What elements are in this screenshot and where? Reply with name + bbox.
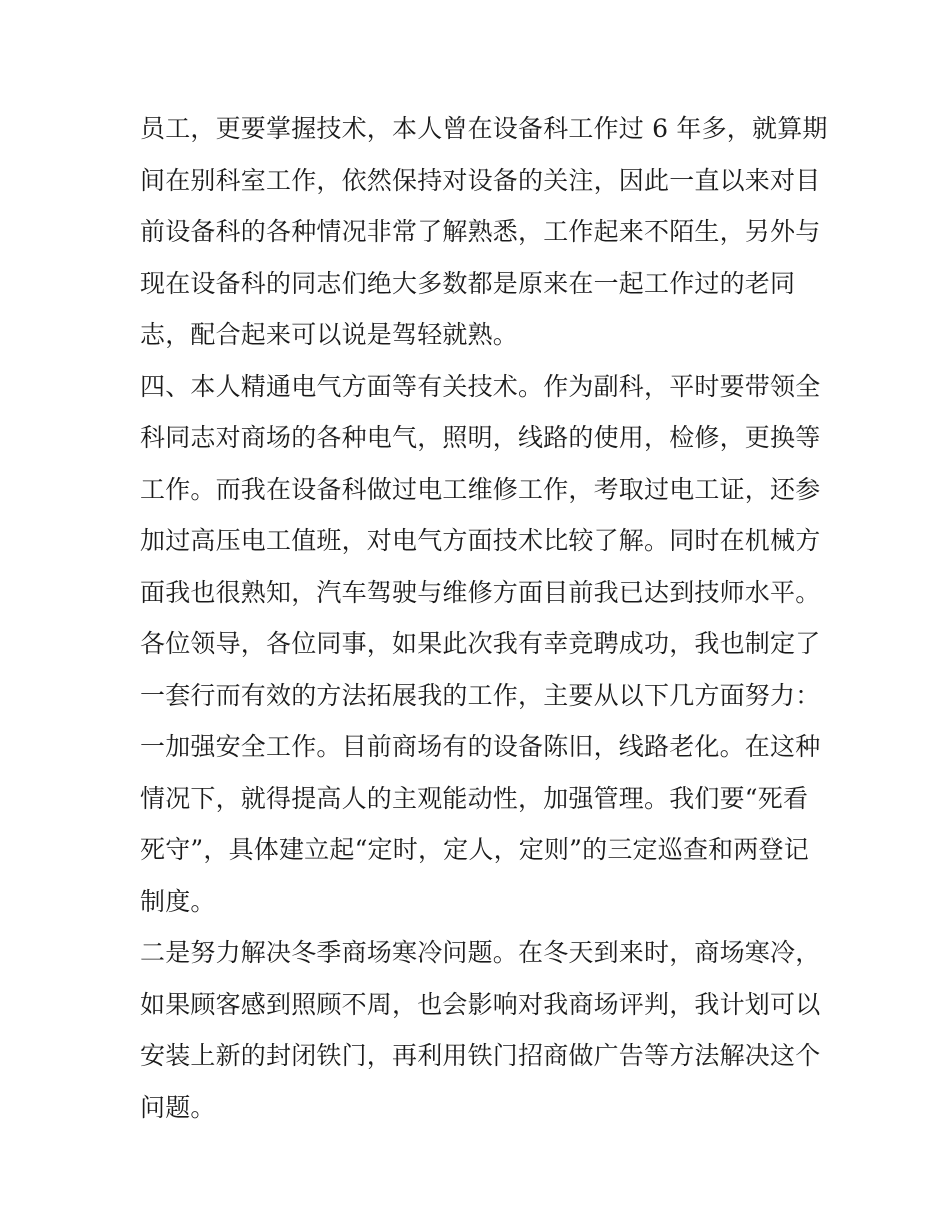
- text-line: 如果顾客感到照顾不周，也会影响对我商场评判，我计划可以: [140, 989, 821, 1019]
- text-line: 四、本人精通电气方面等有关技术。作为副科，平时要带领全: [140, 371, 821, 401]
- text-line: 前设备科的各种情况非常了解熟悉，工作起来不陌生，另外与: [140, 217, 821, 246]
- text-line: 间在别科室工作，依然保持对设备的关注，因此一直以来对目: [140, 165, 821, 195]
- text-line: 面我也很熟知，汽车驾驶与维修方面目前我已达到技师水平。: [140, 577, 821, 607]
- text-line: 二是努力解决冬季商场寒冷问题。在冬天到来时，商场寒冷，: [140, 938, 821, 967]
- text-line: 一加强安全工作。目前商场有的设备陈旧，线路老化。在这种: [140, 732, 821, 761]
- document-body: [140, 103, 828, 1133]
- text-line: 加过高压电工值班，对电气方面技术比较了解。同时在机械方: [140, 526, 821, 555]
- text-line: 员工，更要掌握技术，本人曾在设备科工作过 6 年多，就算期: [140, 114, 828, 143]
- text-line: 各位领导，各位同事，如果此次我有幸竞聘成功，我也制定了: [140, 629, 821, 658]
- text-line: 安装上新的封闭铁门，再利用铁门招商做广告等方法解决这个: [140, 1041, 821, 1070]
- text-line: 制度。: [140, 886, 216, 916]
- text-line: 现在设备科的同志们绝大多数都是原来在一起工作过的老同: [140, 268, 796, 298]
- text-line: 一套行而有效的方法拓展我的工作，主要从以下几方面努力：: [140, 680, 821, 710]
- text-line: 工作。而我在设备科做过电工维修工作，考取过电工证，还参: [140, 474, 821, 504]
- text-line: 情况下，就得提高人的主观能动性，加强管理。我们要“死看: [140, 783, 809, 813]
- text-line: 问题。: [140, 1092, 216, 1122]
- text-line: 科同志对商场的各种电气，照明，线路的使用，检修，更换等: [140, 423, 821, 452]
- text-line: 死守”，具体建立起“定时，定人，定则”的三定巡查和两登记: [140, 835, 809, 864]
- text-line: 志，配合起来可以说是驾轻就熟。: [140, 320, 519, 349]
